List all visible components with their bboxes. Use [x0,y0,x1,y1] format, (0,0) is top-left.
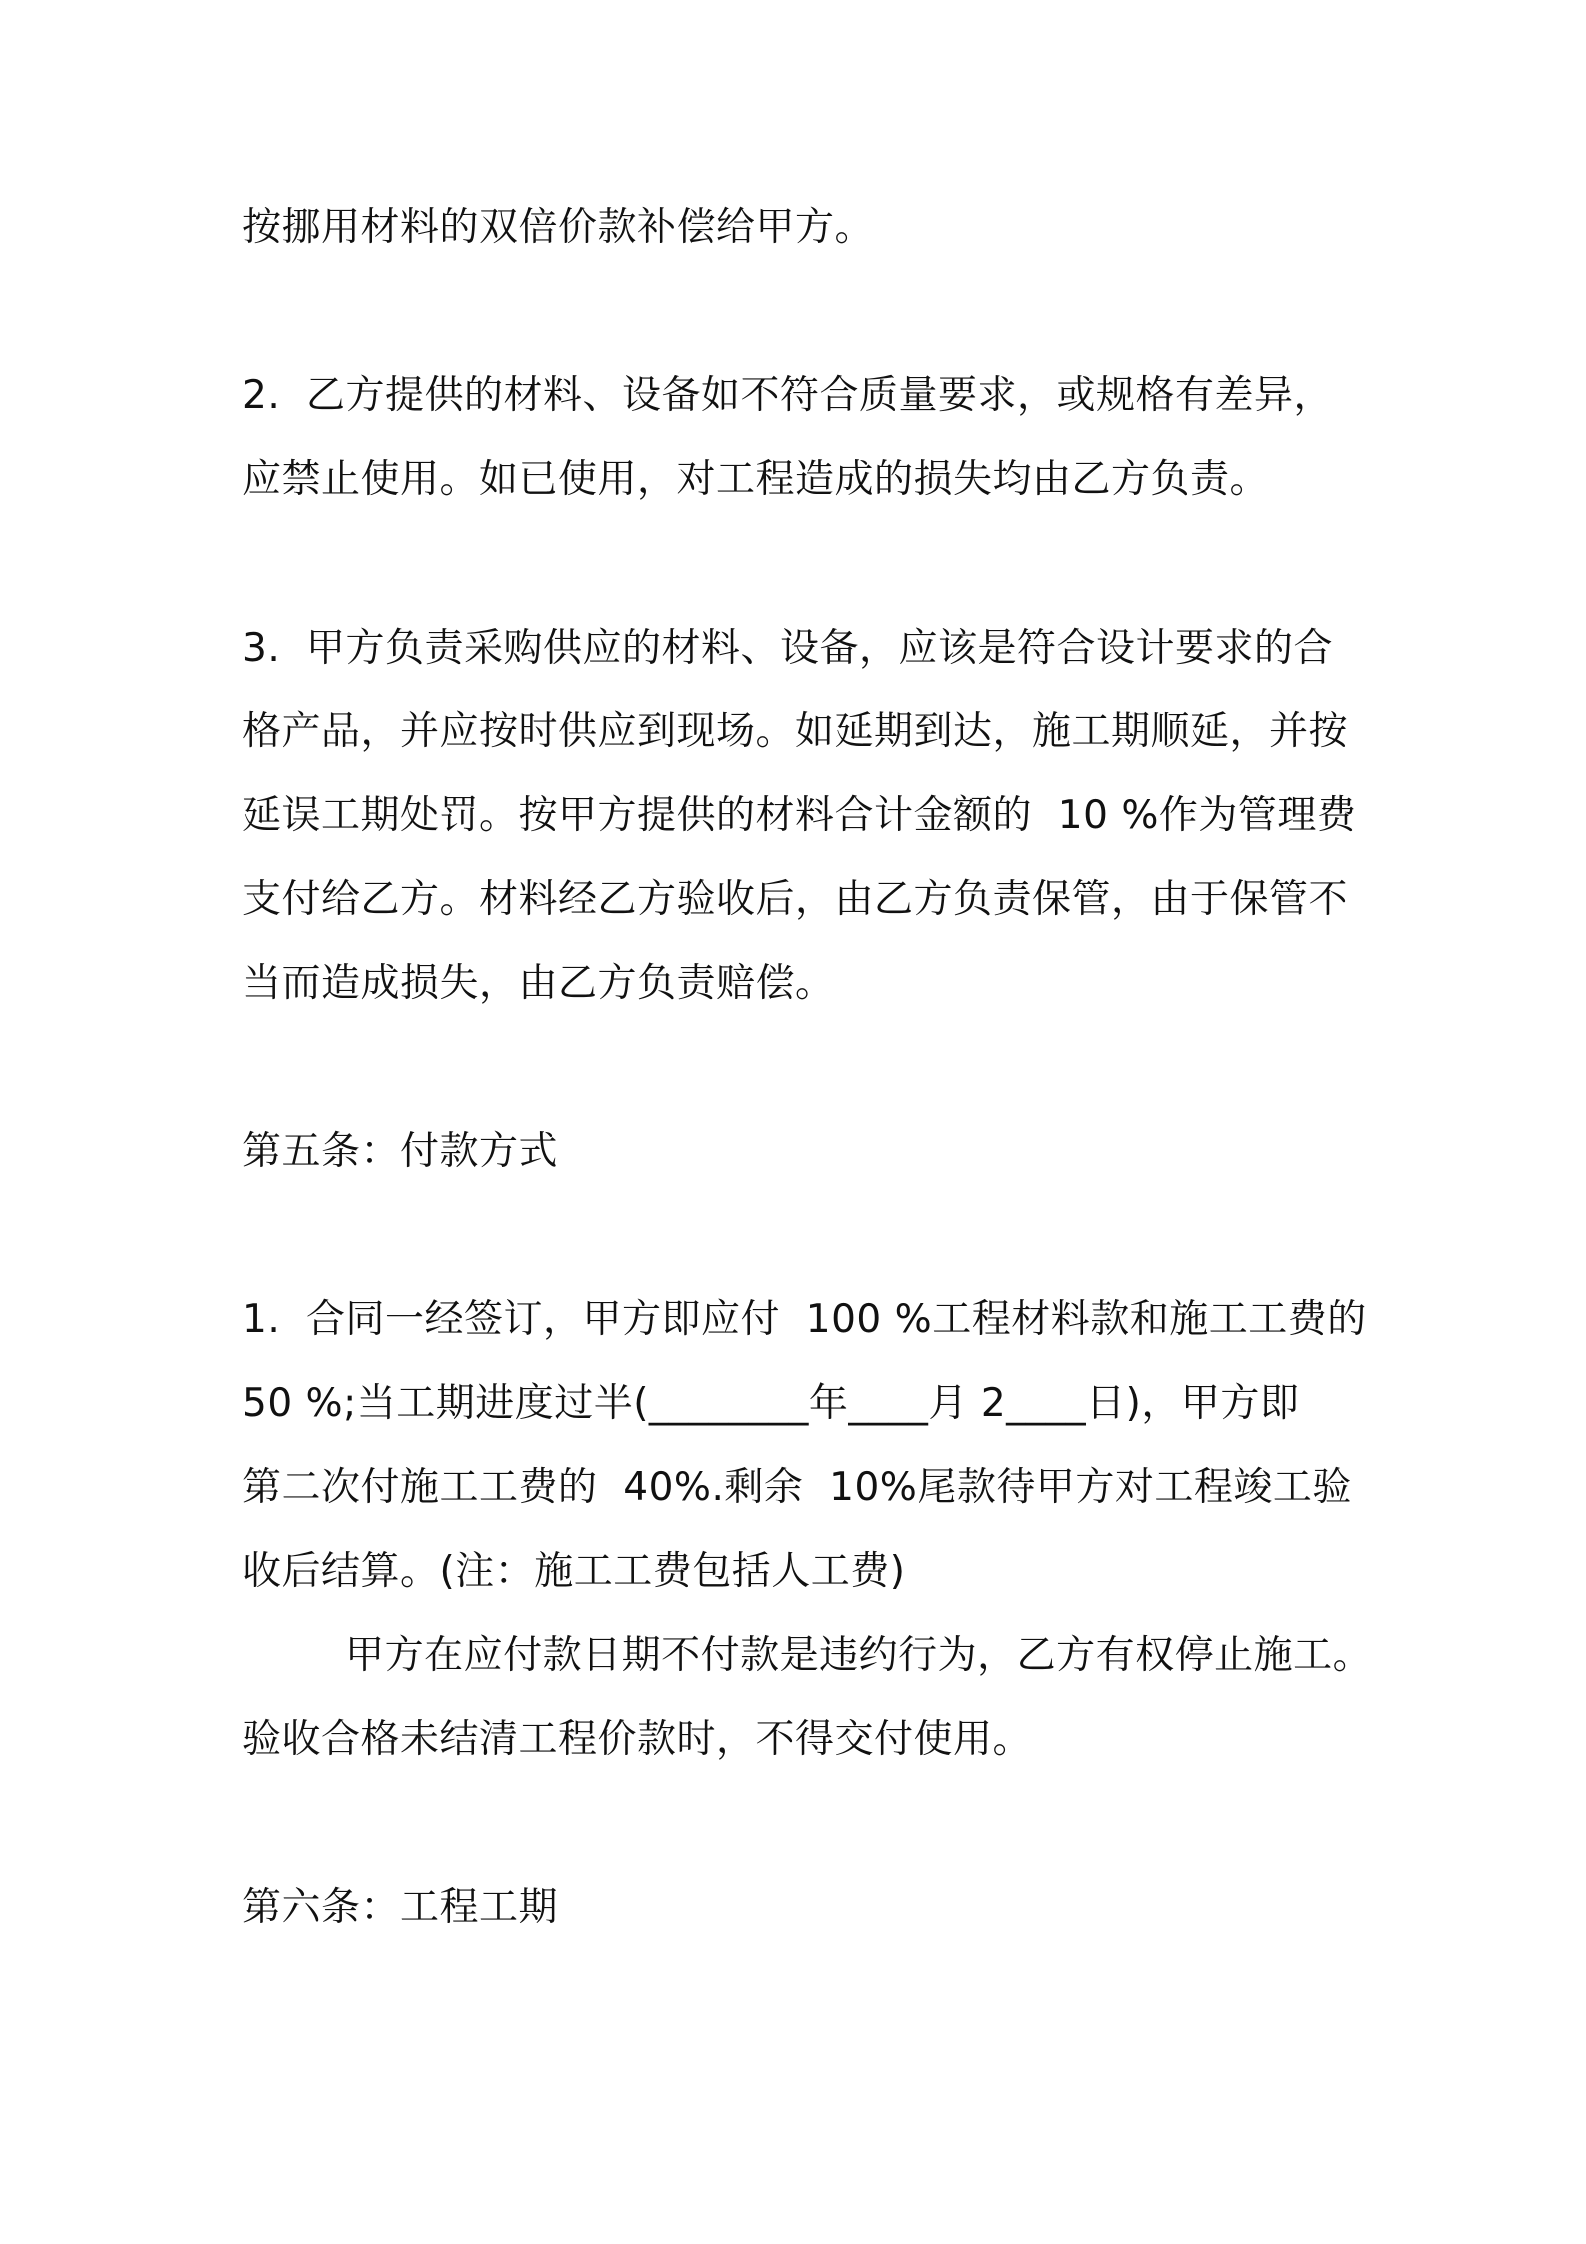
clause-3-line-3: 延误工期处罚。按甲方提供的材料合计金额的 10 %作为管理费 [242,793,1357,838]
payment-line-3: 第二次付施工工费的 40%.剩余 10%尾款待甲方对工程竣工验 [242,1465,1352,1510]
payment-line-5: 甲方在应付款日期不付款是违约行为，乙方有权停止施工。 [242,1633,1373,1678]
section-heading-schedule: 第六条：工程工期 [242,1885,559,1930]
payment-line-2: 50 %;当工期进度过半(________年____月 2____日)，甲方即 [242,1381,1300,1426]
section-heading-payment: 第五条：付款方式 [242,1129,559,1174]
clause-3-line-5: 当而造成损失，由乙方负责赔偿。 [242,961,835,1006]
payment-line-6: 验收合格未结清工程价款时，不得交付使用。 [242,1717,1033,1762]
payment-line-1: 1. 合同一经签订，甲方即应付 100 %工程材料款和施工工费的 [242,1297,1367,1342]
text-line: 按挪用材料的双倍价款补偿给甲方。 [242,205,875,250]
clause-3-line-1: 3. 甲方负责采购供应的材料、设备，应该是符合设计要求的合 [242,626,1334,671]
clause-3-line-4: 支付给乙方。材料经乙方验收后，由乙方负责保管，由于保管不 [242,877,1349,922]
clause-3-line-2: 格产品，并应按时供应到现场。如延期到达，施工期顺延，并按 [242,709,1349,754]
clause-2-line-1: 2. 乙方提供的材料、设备如不符合质量要求，或规格有差异， [242,373,1334,418]
payment-line-4: 收后结算。(注：施工工费包括人工费) [242,1549,906,1594]
clause-2-line-2: 应禁止使用。如已使用，对工程造成的损失均由乙方负责。 [242,457,1270,502]
